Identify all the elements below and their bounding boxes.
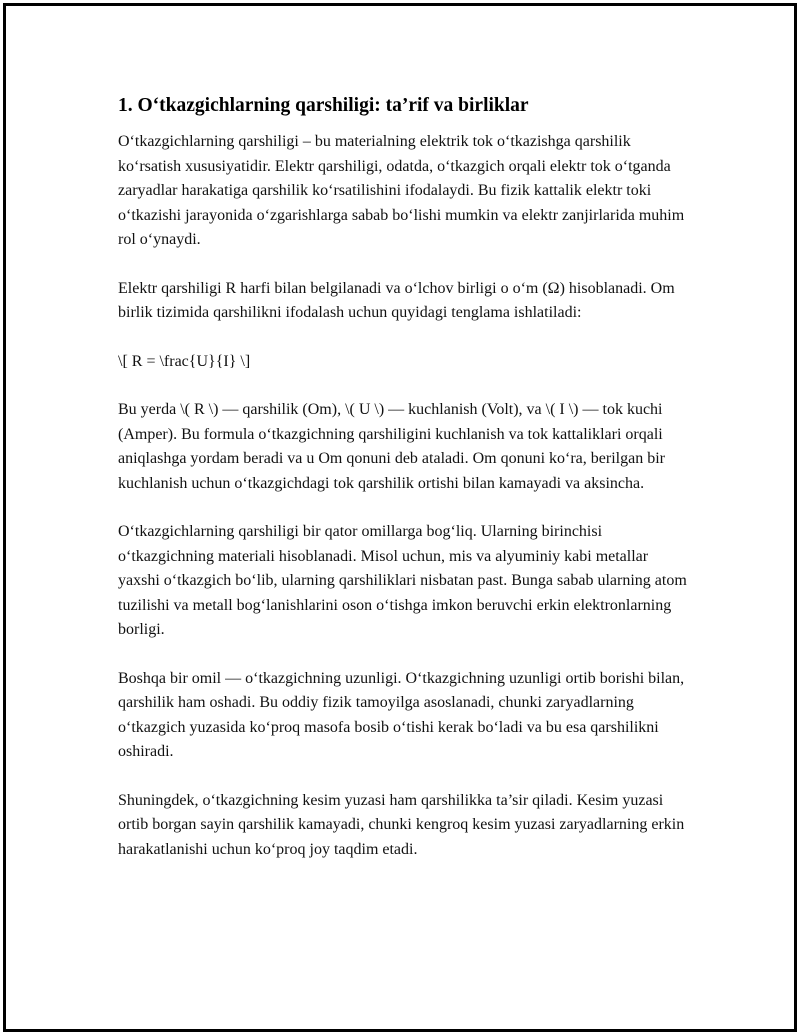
paragraph-ohms-law: Bu yerda \( R \) — qarshilik (Om), \( U \) — kuchlanish (Volt), va \( I \) — tok kuchi (Amper). Bu formula o‘tkazgichning qarshiligini kuchlanish va tok kattaliklari orqali aniqlashga yordam beradi va u Om qonuni deb ataladi. Om qonuni ko‘ra, berilgan bir kuchlanish uchun o‘tkazgichdagi tok qarshilik ortishi bilan kamayadi va aksincha.: [118, 401, 665, 492]
section-heading: 1. O‘tkazgichlarning qarshiligi: ta’rif va birliklar: [118, 95, 529, 116]
paragraph-cross-section: Shuningdek, o‘tkazgichning kesim yuzasi ham qarshilikka ta’sir qiladi. Kesim yuzasi ortib borgan sayin qarshilik kamayadi, chunki kengroq kesim yuzasi zaryadlarning erkin harakatlanishi uchun ko‘proq joy taqdim etadi.: [118, 791, 685, 858]
formula-line: \[ R = \frac{U}{I} \]: [118, 352, 251, 370]
paragraph-unit: Elektr qarshiligi R harfi bilan belgilanadi va o‘lchov birligi o o‘m (Ω) hisoblanadi. Om birlik tizimida qarshilikni ifodalash uchun quyidagi tenglama ishlatiladi:: [118, 279, 675, 321]
paragraph-definition: O‘tkazgichlarning qarshiligi – bu materialning elektrik tok o‘tkazishga qarshilik ko‘rsatish xususiyatidir. Elektr qarshiligi, odatda, o‘tkazgich orqali elektr tok o‘tganda zaryadlar harakatiga qarshilik ko‘rsatilishini ifodalaydi. Bu fizik kattalik elektr toki o‘tkazishi jarayonida o‘zgarishlarga sabab bo‘lishi mumkin va elektr zanjirlarida muhim rol o‘ynaydi.: [118, 133, 685, 248]
paragraph-material: O‘tkazgichlarning qarshiligi bir qator omillarga bog‘liq. Ularning birinchisi o‘tkazgichning materiali hisoblanadi. Misol uchun, mis va alyuminiy kabi metallar yaxshi o‘tkazgich bo‘lib, ularning qarshiliklari nisbatan past. Bunga sabab ularning atom tuzilishi va metall bog‘lanishlarini oson o‘tishga imkon beruvchi erkin elektronlarning borligi.: [118, 523, 687, 638]
paragraph-length: Boshqa bir omil — o‘tkazgichning uzunligi. O‘tkazgichning uzunligi ortib borishi bilan, qarshilik ham oshadi. Bu oddiy fizik tamoyilga asoslanadi, chunki zaryadlarning o‘tkazgich yuzasida ko‘proq masofa bosib o‘tishi kerak bo‘ladi va bu esa qarshilikni oshiradi.: [118, 669, 685, 760]
document-body: [118, 93, 688, 886]
